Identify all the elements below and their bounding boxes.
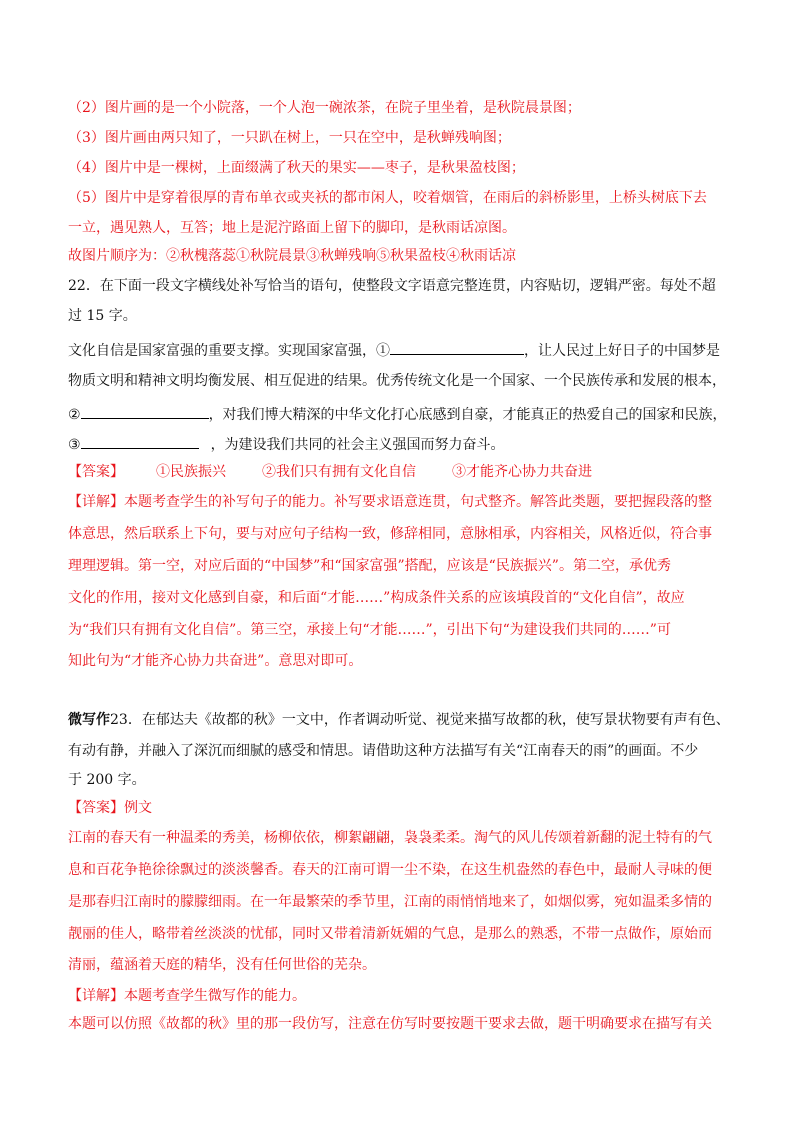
answer-item: ①民族振兴 [156, 464, 226, 480]
passage-text: 文化自信是国家富强的重要支撑。实现国家富强，① [68, 343, 390, 359]
q22-prompt-cont: 过 15 字。 [68, 308, 137, 324]
q23-prompt-cont: 有动有静，并融入了深沉而细腻的感受和情思。请借助这种方法描写有关“江南春天的雨”的画面。不少 [68, 743, 699, 759]
q23-prompt [68, 710, 730, 730]
passage-text: ③ [68, 437, 81, 453]
q22-detail-line: 为“我们只有拥有文化自信”。第三空，承接上句“才能……”，引出下句“为建设我们共同的……”可 [68, 622, 671, 638]
q22-prompt: 22．在下面一段文字横线处补写恰当的语句，使整段文字语意完整连贯，内容贴切，逻辑严密。每处不超 [68, 278, 716, 294]
essay-line: 息和百花争艳徐徐飘过的淡淡馨香。春天的江南可谓一尘不染，在这生机盎然的春色中，最耐人寻味的便 [68, 862, 712, 878]
q22-detail-line: 【详解】本题考查学生的补写句子的能力。补写要求语意连贯，句式整齐。解答此类题，要把握段落的整 [68, 494, 712, 510]
answer-item: ③才能齐心协力共奋进 [452, 464, 592, 480]
blank-1[interactable] [390, 340, 524, 355]
answer-label: 【答案】 [68, 800, 124, 816]
q22-answer [68, 462, 592, 482]
answer-item: ②我们只有拥有文化自信 [262, 464, 416, 480]
q22-passage-line4 [68, 434, 505, 455]
q22-passage-line3 [68, 404, 727, 425]
q22-passage-line1 [68, 340, 720, 361]
q23-detail-line: 本题可以仿照《故都的秋》里的那一段仿写，注意在仿写时要按题干要求去做，题干明确要求在描写有关 [68, 1016, 712, 1032]
analysis-line: 一立，遇见熟人，互答；地上是泥泞路面上留下的脚印，是秋雨话凉图。 [68, 220, 516, 236]
essay-line: 靓丽的佳人，略带着丝淡淡的忧郁，同时又带着清新妩媚的气息，是那么的熟悉，不带一点做作，原始而 [68, 926, 712, 942]
q23-answer [68, 798, 152, 818]
analysis-line: （5）图片中是穿着很厚的青布单衣或夹袄的都市闲人，咬着烟管，在雨后的斜桥影里，上桥头树底下去 [68, 190, 707, 206]
q22-detail-line: 文化的作用，接对文化感到自豪，和后面“才能……”构成条件关系的应该填段首的“文化自信”，故应 [68, 590, 685, 606]
blank-2[interactable] [81, 404, 209, 419]
analysis-line: （4）图片中是一棵树，上面缀满了秋天的果实——枣子，是秋果盈枝图； [68, 160, 525, 176]
q23-detail [68, 986, 306, 1006]
blank-3[interactable] [81, 434, 199, 449]
detail-text: 本题考查学生微写作的能力。 [124, 988, 306, 1004]
passage-text: ，为建设我们共同的社会主义强国而努力奋斗。 [210, 437, 505, 453]
q22-detail-line: 知此句为“才能齐心协力共奋进”。意思对即可。 [68, 653, 363, 669]
q22-detail-line: 理理逻辑。第一空，对应后面的“中国梦”和“国家富强”搭配，应该是“民族振兴”。第二空，承优秀 [68, 558, 671, 574]
passage-text: ② [68, 407, 81, 423]
answer-text: 例文 [124, 800, 152, 816]
essay-line: 是那春归江南时的朦朦细雨。在一年最繁荣的季节里，江南的雨悄悄地来了，如烟似雾，宛如温柔多情的 [68, 894, 712, 910]
passage-text: ，对我们博大精深的中华文化打心底感到自豪，才能真正的热爱自己的国家和民族， [208, 407, 727, 423]
essay-line: 清丽，蕴涵着天庭的精华，没有任何世俗的芜杂。 [68, 957, 376, 973]
q23-prompt-cont: 于 200 字。 [68, 772, 146, 788]
answer-label: 【答案】 [68, 464, 124, 480]
detail-label: 【详解】 [68, 988, 124, 1004]
analysis-line: （3）图片画由两只知了，一只趴在树上，一只在空中，是秋蝉残响图； [68, 130, 511, 146]
analysis-line: （2）图片画的是一个小院落，一个人泡一碗浓茶，在院子里坐着，是秋院晨景图； [68, 100, 581, 116]
passage-text: ，让人民过上好日子的中国梦是 [524, 343, 720, 359]
q23-prompt-text: 23．在郁达夫《故都的秋》一文中，作者调动听觉、视觉来描写故都的秋，使写景状物要有声有色、 [110, 712, 730, 728]
essay-line: 江南的春天有一种温柔的秀美，杨柳依依，柳絮翩翩，袅袅柔柔。淘气的风儿传颂着新翻的泥土特有的气 [68, 830, 712, 846]
analysis-conclusion: 故图片顺序为：②秋槐落蕊①秋院晨景③秋蝉残响⑤秋果盈枝④秋雨话凉 [68, 248, 516, 264]
q22-detail-line: 体意思，然后联系上下句，要与对应句子结构一致，修辞相同，意脉相承，内容相关，风格近似，符合事 [68, 526, 712, 542]
micro-writing-label: 微写作 [68, 712, 110, 728]
q22-passage-line2: 物质文明和精神文明均衡发展、相互促进的结果。优秀传统文化是一个国家、一个民族传承和发展的根本， [68, 373, 726, 389]
